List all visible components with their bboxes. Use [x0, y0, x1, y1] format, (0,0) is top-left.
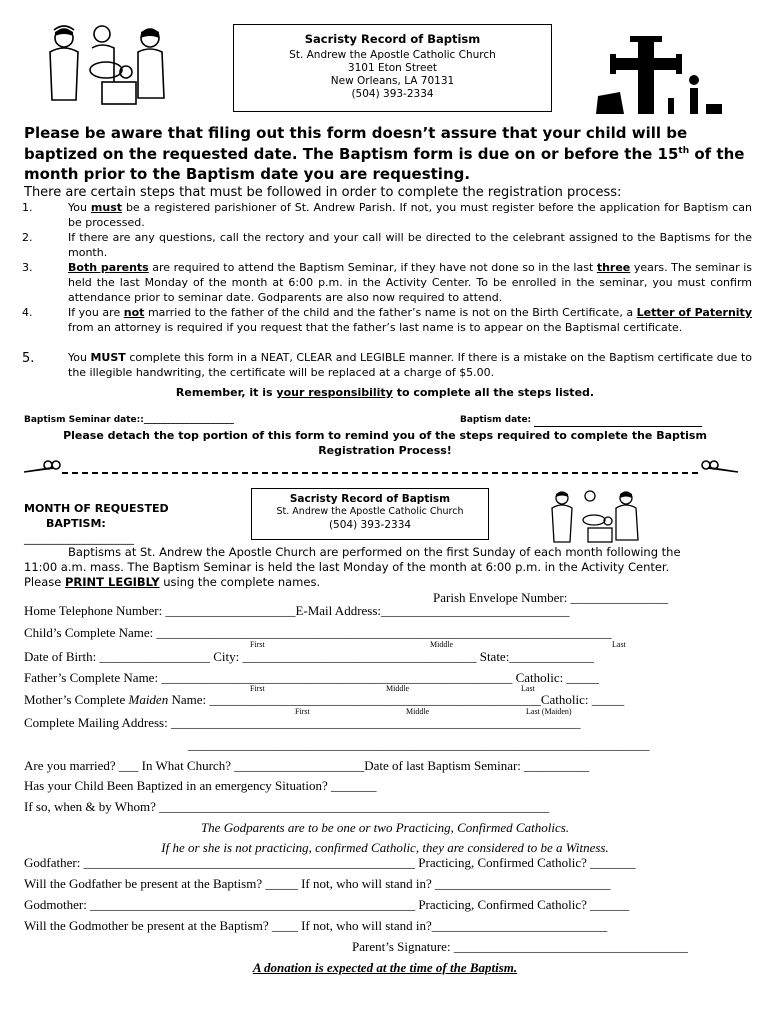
father-last-label: Last — [521, 684, 535, 693]
parish-envelope-field[interactable]: Parish Envelope Number: _______________ — [433, 590, 669, 605]
detach-line-1: Please detach the top portion of this form to remind you of the steps required to complete the Baptism — [63, 429, 707, 442]
step-number: 1. — [22, 201, 33, 214]
baptism-family-illustration-small — [546, 488, 646, 546]
step-3-text: Both parents are required to attend the Baptism Seminar, if they have not done so in the last three years. The seminar is held the last Monday of the month at 6:00 p.m. in the Activity Center. To be enrolled in the seminar, you must confirm attendance prior to seminar date. Godparents are also now required to attend. — [68, 261, 752, 304]
godmother-present-field[interactable]: Will the Godmother be present at the Baptism? ____ If not, who will stand in?___________________________ — [24, 918, 608, 933]
mother-middle-label: Middle — [406, 707, 430, 716]
lower-header-box — [251, 488, 489, 540]
mother-name-field[interactable]: Mother’s Complete Maiden Name: ___________________________________________________Catholic: _____ — [24, 692, 625, 707]
child-last-label: Last — [612, 640, 626, 649]
header-street: 3101 Eton Street — [347, 62, 438, 74]
month-baptism-label: BAPTISM: — [46, 517, 106, 530]
when-by-whom-field[interactable]: If so, when & by Whom? ____________________________________________________________ — [24, 799, 550, 814]
info-line-1: Baptisms at St. Andrew the Apostle Church are performed on the first Sunday of each month following the — [68, 545, 681, 559]
godfather-present-field[interactable]: Will the Godfather be present at the Baptism? _____ If not, who will stand in? ___________________________ — [24, 876, 611, 891]
baptism-date-label: Baptism date: — [460, 415, 532, 425]
step-4-text: If you are not married to the father of the child and the father’s name is not on the Birth Certificate, a Letter of Paternity from an attorney is required if you request that the father’s last name is to appear on the Baptismal certificate. — [68, 306, 752, 334]
mailing-address-line-2[interactable]: _______________________________________________________________________ — [188, 737, 650, 752]
father-first-label: First — [250, 684, 265, 693]
notice-line-1: Please be aware that filing out this form doesn’t assure that your child will be — [24, 124, 688, 142]
step-number: 3. — [22, 261, 33, 274]
godparents-note-2: If he or she is not practicing, confirmed Catholic, they are considered to be a Witness. — [161, 840, 609, 855]
child-middle-label: Middle — [430, 640, 454, 649]
remember-note: Remember, it is your responsibility to complete all the steps listed. — [175, 386, 595, 399]
birth-date-city-state-field[interactable]: Date of Birth: _________________ City: ____________________________________ State:_____________ — [24, 649, 594, 664]
godfather-field[interactable]: Godfather: ___________________________________________________ Practicing, Confirmed Catholic? _______ — [24, 855, 636, 870]
header-title: Sacristy Record of Baptism — [304, 32, 481, 46]
notice-line-3: month prior to the Baptism date you are requesting. — [24, 165, 471, 183]
step-number: 4. — [22, 306, 33, 319]
scissors-icon — [22, 460, 62, 482]
home-phone-email-field[interactable]: Home Telephone Number: ____________________E-Mail Address:_____________________________ — [24, 603, 570, 618]
mother-last-label: Last (Maiden) — [526, 707, 572, 716]
child-first-label: First — [250, 640, 265, 649]
month-requested-label: MONTH OF REQUESTED — [24, 502, 169, 515]
mailing-address-field[interactable]: Complete Mailing Address: _______________________________________________________________ — [24, 715, 581, 730]
notice-line-2: baptized on the requested date. The Baptism form is due on or before the 15th of the — [24, 145, 745, 163]
step-number: 2. — [22, 231, 33, 244]
child-name-field[interactable]: Child’s Complete Name: ______________________________________________________________________ — [24, 625, 612, 640]
seminar-date-field[interactable]: Baptism Seminar date::____________________ — [24, 415, 234, 425]
baptism-date-input-line[interactable] — [534, 426, 702, 427]
baptism-family-illustration — [40, 22, 180, 110]
header-phone: (504) 393-2334 — [351, 88, 434, 100]
step-2-text: If there are any questions, call the rectory and your call will be directed to the celebrant assigned to the Baptisms for the month. — [68, 231, 752, 259]
detach-line-2: Registration Process! — [318, 444, 452, 457]
info-line-3: Please PRINT LEGIBLY using the complete names. — [24, 575, 321, 589]
month-input[interactable]: ____________________ — [24, 532, 134, 545]
donation-note: A donation is expected at the time of the Baptism. — [252, 960, 518, 975]
lower-header-title: Sacristy Record of Baptism — [289, 493, 451, 505]
cross-logo — [592, 34, 730, 118]
step-number: 5. — [22, 351, 35, 366]
cut-line — [62, 472, 698, 474]
godmother-field[interactable]: Godmother: __________________________________________________ Practicing, Confirmed Catholic? ______ — [24, 897, 630, 912]
parent-signature-field[interactable]: Parent’s Signature: ____________________________________ — [352, 939, 688, 954]
step-5-text: You MUST complete this form in a NEAT, CLEAR and LEGIBLE manner. If there is a mistake on the Baptism certificate due to the illegible handwriting, the certificate will be replaced at a charge of $5.00. — [68, 351, 752, 379]
step-1-text: You must be a registered parishioner of St. Andrew Parish. If not, you must register before the application for Baptism can be processed. — [68, 201, 752, 229]
father-name-field[interactable]: Father’s Complete Name: ______________________________________________________ Catholic: _____ — [24, 670, 599, 685]
scissors-icon — [700, 460, 740, 482]
info-line-2: 11:00 a.m. mass. The Baptism Seminar is held the last Monday of the month at 6:00 p.m. in the Activity Center. — [24, 560, 670, 574]
father-middle-label: Middle — [386, 684, 410, 693]
emergency-baptism-field[interactable]: Has your Child Been Baptized in an emergency Situation? _______ — [24, 778, 377, 793]
header-box — [233, 24, 552, 112]
header-city: New Orleans, LA 70131 — [330, 75, 455, 87]
lower-header-phone: (504) 393-2334 — [328, 519, 412, 531]
mother-first-label: First — [295, 707, 310, 716]
steps-intro: There are certain steps that must be followed in order to complete the registration process: — [24, 185, 622, 200]
lower-header-church: St. Andrew the Apostle Catholic Church — [276, 506, 464, 517]
godparents-note-1: The Godparents are to be one or two Practicing, Confirmed Catholics. — [200, 820, 570, 835]
married-church-seminar-field[interactable]: Are you married? ___ In What Church? ____________________Date of last Baptism Seminar: __________ — [24, 758, 590, 773]
header-church: St. Andrew the Apostle Catholic Church — [289, 49, 496, 61]
